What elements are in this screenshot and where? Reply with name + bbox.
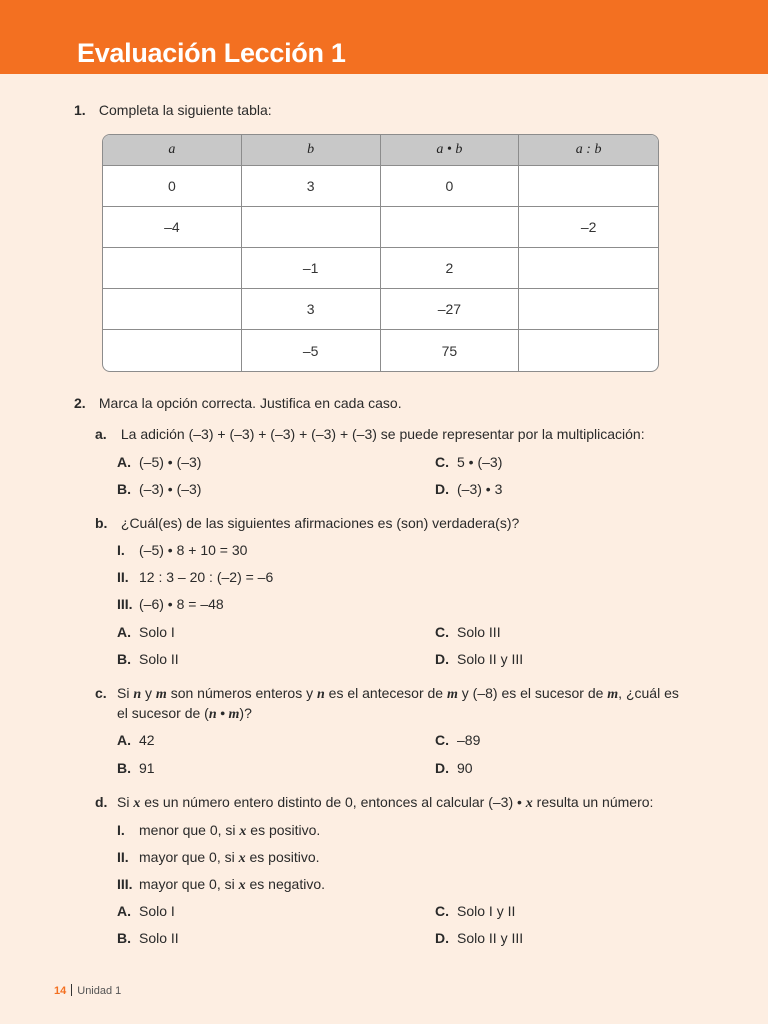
item-c <box>95 685 679 703</box>
option-label: B. <box>117 930 131 946</box>
item-text: La adición (–3) + (–3) + (–3) + (–3) + (–3) se puede representar por la multiplicación: <box>120 426 645 442</box>
option-text: 91 <box>139 760 155 776</box>
option-label: D. <box>435 760 449 776</box>
option-d-D[interactable] <box>435 930 523 946</box>
statement-text: es positivo. <box>246 822 321 838</box>
table-header: a <box>103 135 242 166</box>
option-label: D. <box>435 930 449 946</box>
statement-text: es negativo. <box>245 876 325 892</box>
option-c-B[interactable] <box>117 760 155 776</box>
statement-label: II. <box>117 849 129 865</box>
option-label: A. <box>117 454 131 470</box>
variable-x: x <box>239 824 247 839</box>
statement-text: 12 : 3 – 20 : (–2) = –6 <box>139 569 274 585</box>
option-text: Solo III <box>457 624 501 640</box>
item-text: Si <box>117 794 134 810</box>
question-number: 1. <box>74 102 86 118</box>
option-d-B[interactable] <box>117 930 179 946</box>
option-label: B. <box>117 760 131 776</box>
table-cell[interactable] <box>519 166 658 207</box>
table-row <box>103 166 658 207</box>
statement-text: mayor que 0, si <box>139 876 239 892</box>
header-banner <box>0 0 768 74</box>
item-text: Si <box>117 685 134 701</box>
table-cell[interactable]: 3 <box>242 166 381 207</box>
variable-m: m <box>607 687 619 702</box>
table-cell[interactable]: –1 <box>242 248 381 289</box>
option-text: 5 • (–3) <box>457 454 503 470</box>
table-header: a • b <box>381 135 520 166</box>
option-text: 90 <box>457 760 473 776</box>
table-cell[interactable]: –27 <box>381 289 520 330</box>
option-label: A. <box>117 903 131 919</box>
option-text: (–3) • (–3) <box>139 481 202 497</box>
statement-b-III <box>117 596 224 612</box>
variable-n: n <box>133 687 142 702</box>
item-d <box>95 794 653 812</box>
table-cell[interactable]: 0 <box>381 166 520 207</box>
option-a-D[interactable] <box>435 481 502 497</box>
option-text: Solo I <box>139 624 175 640</box>
statement-d-I <box>117 822 320 840</box>
item-text: es el antecesor de <box>324 685 447 701</box>
item-text: ¿Cuál(es) de las siguientes afirmaciones es (son) verdadera(s)? <box>120 515 520 531</box>
table-cell[interactable]: –2 <box>519 207 658 248</box>
question-text: Completa la siguiente tabla: <box>98 102 272 118</box>
statement-d-II <box>117 849 320 867</box>
table-cell[interactable]: 75 <box>381 330 520 371</box>
statement-text: (–5) • 8 + 10 = 30 <box>139 542 248 558</box>
option-c-A[interactable] <box>117 732 155 748</box>
option-label: D. <box>435 651 449 667</box>
table-cell[interactable] <box>381 207 520 248</box>
table-row <box>103 207 658 248</box>
statement-label: III. <box>117 596 133 612</box>
option-b-B[interactable] <box>117 651 179 667</box>
variable-m: m <box>155 687 167 702</box>
table-row <box>103 289 658 330</box>
option-a-B[interactable] <box>117 481 201 497</box>
variable-m: m <box>446 687 458 702</box>
option-text: 42 <box>139 732 155 748</box>
option-label: C. <box>435 903 449 919</box>
statement-label: III. <box>117 876 133 892</box>
option-label: B. <box>117 651 131 667</box>
unit-label: Unidad 1 <box>77 985 122 997</box>
statement-text: menor que 0, si <box>139 822 240 838</box>
table-header: a : b <box>519 135 658 166</box>
statement-text: mayor que 0, si <box>139 849 239 865</box>
item-label: c. <box>95 685 107 701</box>
option-a-C[interactable] <box>435 454 502 470</box>
item-a <box>95 426 645 442</box>
option-b-A[interactable] <box>117 624 175 640</box>
option-text: Solo II <box>139 930 179 946</box>
option-label: A. <box>117 624 131 640</box>
option-text: Solo I <box>139 903 175 919</box>
option-b-D[interactable] <box>435 651 523 667</box>
page-number: 14 <box>54 985 67 997</box>
option-text: (–5) • (–3) <box>139 454 202 470</box>
option-label: D. <box>435 481 449 497</box>
statement-text: (–6) • 8 = –48 <box>139 596 224 612</box>
option-text: Solo II <box>139 651 179 667</box>
table-cell[interactable] <box>519 248 658 289</box>
table-row <box>103 248 658 289</box>
table-cell[interactable] <box>103 330 242 371</box>
page-footer <box>54 984 121 997</box>
item-label: d. <box>95 794 108 810</box>
table-cell[interactable] <box>103 248 242 289</box>
option-label: C. <box>435 624 449 640</box>
question-text: Marca la opción correcta. Justifica en cada caso. <box>98 395 402 411</box>
table-cell[interactable] <box>519 289 658 330</box>
table-cell[interactable]: 0 <box>103 166 242 207</box>
page-title: Evaluación Lección 1 <box>77 38 346 68</box>
item-label: a. <box>95 426 107 442</box>
table-cell[interactable]: 2 <box>381 248 520 289</box>
statement-label: I. <box>117 822 125 838</box>
option-d-A[interactable] <box>117 903 175 919</box>
variable-x: x <box>525 796 533 811</box>
statement-b-I <box>117 542 247 558</box>
variable-x: x <box>238 878 246 893</box>
option-b-C[interactable] <box>435 624 501 640</box>
variable-x: x <box>238 851 246 866</box>
item-text: son números enteros y <box>166 685 317 701</box>
item-text: y (–8) es el sucesor de <box>457 685 608 701</box>
item-text: , ¿cuál es <box>618 685 679 701</box>
item-text: resulta un número: <box>532 794 654 810</box>
item-text: el sucesor de ( <box>117 705 209 721</box>
statement-b-II <box>117 569 273 585</box>
table-cell[interactable] <box>242 207 381 248</box>
option-text: (–3) • 3 <box>457 481 503 497</box>
option-c-D[interactable] <box>435 760 473 776</box>
table-cell[interactable]: –5 <box>242 330 381 371</box>
item-c-line2 <box>117 705 252 723</box>
variable-n: n <box>317 687 325 702</box>
option-label: A. <box>117 732 131 748</box>
table-cell[interactable] <box>519 330 658 371</box>
table-cell[interactable]: –4 <box>103 207 242 248</box>
item-text: y <box>141 685 156 701</box>
table-row <box>103 330 658 371</box>
question-number: 2. <box>74 395 86 411</box>
item-label: b. <box>95 515 108 531</box>
option-text: Solo II y III <box>457 930 524 946</box>
statement-text: es positivo. <box>245 849 320 865</box>
expression: n • m <box>208 707 240 722</box>
option-label: B. <box>117 481 131 497</box>
statement-d-III <box>117 876 325 894</box>
option-text: Solo I y II <box>457 903 516 919</box>
option-c-C[interactable] <box>435 732 480 748</box>
question-2 <box>74 395 402 411</box>
option-label: C. <box>435 732 449 748</box>
item-text: )? <box>239 705 252 721</box>
variable-x: x <box>133 796 141 811</box>
statement-label: I. <box>117 542 125 558</box>
footer-divider <box>71 984 72 996</box>
question-1 <box>74 102 272 118</box>
item-b <box>95 515 519 531</box>
option-label: C. <box>435 454 449 470</box>
table-cell[interactable]: 3 <box>242 289 381 330</box>
table-cell[interactable] <box>103 289 242 330</box>
option-text: Solo II y III <box>457 651 524 667</box>
option-d-C[interactable] <box>435 903 515 919</box>
statement-label: II. <box>117 569 129 585</box>
option-a-A[interactable] <box>117 454 201 470</box>
option-text: –89 <box>457 732 481 748</box>
table-header: b <box>242 135 381 166</box>
values-table <box>102 134 659 372</box>
item-text: es un número entero distinto de 0, entonces al calcular (–3) • <box>140 794 526 810</box>
